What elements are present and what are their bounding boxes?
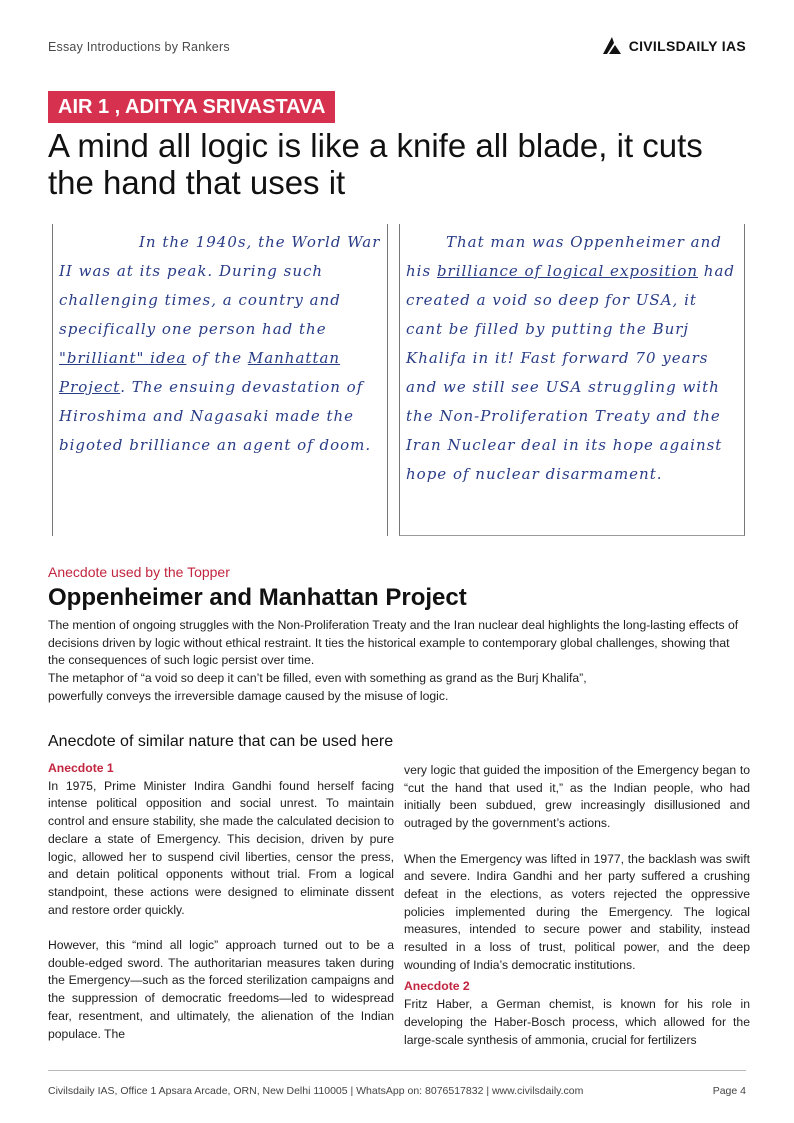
anecdote-paragraph: In 1975, Prime Minister Indira Gandhi found herself facing intense political opposition and social unrest. To maintain control and ensure stability, she made the calculated decision to declare a state of Emergency. This decision, driven by pure logic, allowed her to suspend civil liberties, censor the press, and detain political opponents without trial. From a logical standpoint, these actions were designed to eliminate dissent and restore order quickly. (48, 778, 394, 917)
handwritten-underlined: Manhattan Project (59, 349, 341, 396)
topper-title: Oppenheimer and Manhattan Project (48, 584, 467, 611)
footer-address: Civilsdaily IAS, Office 1 Apsara Arcade, ORN, New Delhi 110005 | WhatsApp on: 8076517832 | www.civilsdaily.com (48, 1085, 584, 1097)
handwritten-answer-right (399, 224, 745, 536)
brand-name: CIVILSDAILY IAS (628, 38, 746, 54)
topper-analysis-paragraph: The mention of ongoing struggles with the Non-Proliferation Treaty and the Iran nuclear deal highlights the long-lasting effects of decisions driven by logic without ethical restraint. It ties the historical example to contemporary global challenges, showing that the consequences of such logic persist over time. (48, 618, 739, 667)
handwritten-underlined: brilliance of logical exposition (436, 262, 699, 280)
topper-eyebrow: Anecdote used by the Topper (48, 564, 230, 580)
anecdote-2-label: Anecdote 2 (404, 979, 470, 994)
page-number: Page 4 (712, 1085, 746, 1097)
handwritten-underlined: "brilliant" idea (59, 349, 187, 367)
anecdote-1-label: Anecdote 1 (48, 761, 114, 775)
essay-title: A mind all logic is like a knife all blade, it cuts the hand that uses it (48, 127, 703, 201)
anecdote-paragraph: very logic that guided the imposition of the Emergency began to “cut the hand that used it,” as the Indian people, who had initially been subdued, grew increasingly disillusioned and outraged by the government’s actions. (404, 763, 750, 831)
similar-anecdotes-heading: Anecdote of similar nature that can be used here (48, 733, 394, 750)
text-column-left (48, 760, 394, 1061)
handwritten-text: of the (186, 349, 248, 367)
anecdote-paragraph: Fritz Haber, a German chemist, is known for his role in developing the Haber-Bosch process, which allowed for the large-scale synthesis of ammonia, crucial for fertilizers (404, 997, 750, 1047)
header-section-label: Essay Introductions by Rankers (48, 40, 230, 54)
brand-logo (601, 36, 746, 56)
handwritten-answer-left (52, 224, 388, 536)
handwritten-text: . The ensuing devastation of Hiroshima and Nagasaki made the bigoted brilliance an agent of doom. (59, 378, 372, 454)
handwritten-text: had created a void so deep for USA, it cant be filled by putting the Burj Khalifa in it! Fast forward 70 years and we still see USA struggling with the Non-Proliferation Treaty and the Iran Nuclear deal in its hope against hope of nuclear disarmament. (406, 262, 736, 483)
text-column-right (404, 762, 750, 1049)
topper-metaphor-paragraph: The metaphor of “a void so deep it can’t be filled, even with something as grand as the Burj Khalifa”, powerfully conveys the irreversible damage caused by the misuse of logic. (48, 671, 587, 703)
handwritten-text: That man was Oppenheimer and his (406, 233, 722, 280)
ranker-badge: AIR 1 , ADITYA SRIVASTAVA (48, 91, 335, 123)
handwritten-text: In the 1940s, the World War II was at its peak. During such challenging times, a country and specifically one person had the (59, 233, 381, 338)
footer-divider (48, 1070, 746, 1071)
anecdote-paragraph: When the Emergency was lifted in 1977, the backlash was swift and severe. Indira Gandhi and her party suffered a crushing defeat in the elections, as voters rejected the oppressive policies implemented during the Emergency. The logical measures, intended to secure power and stability, instead resulted in a loss of trust, political power, and the deep wounding of India’s democratic institutions. (404, 851, 750, 972)
brand-mark-icon (601, 36, 623, 56)
anecdote-paragraph: However, this “mind all logic” approach turned out to be a double-edged sword. The authoritarian measures taken during the Emergency—such as the forced sterilization campaigns and the suppression of democratic freedoms—led to widespread fear, resentment, and ultimately, the alienation of the Indian populace. The (48, 938, 394, 1041)
